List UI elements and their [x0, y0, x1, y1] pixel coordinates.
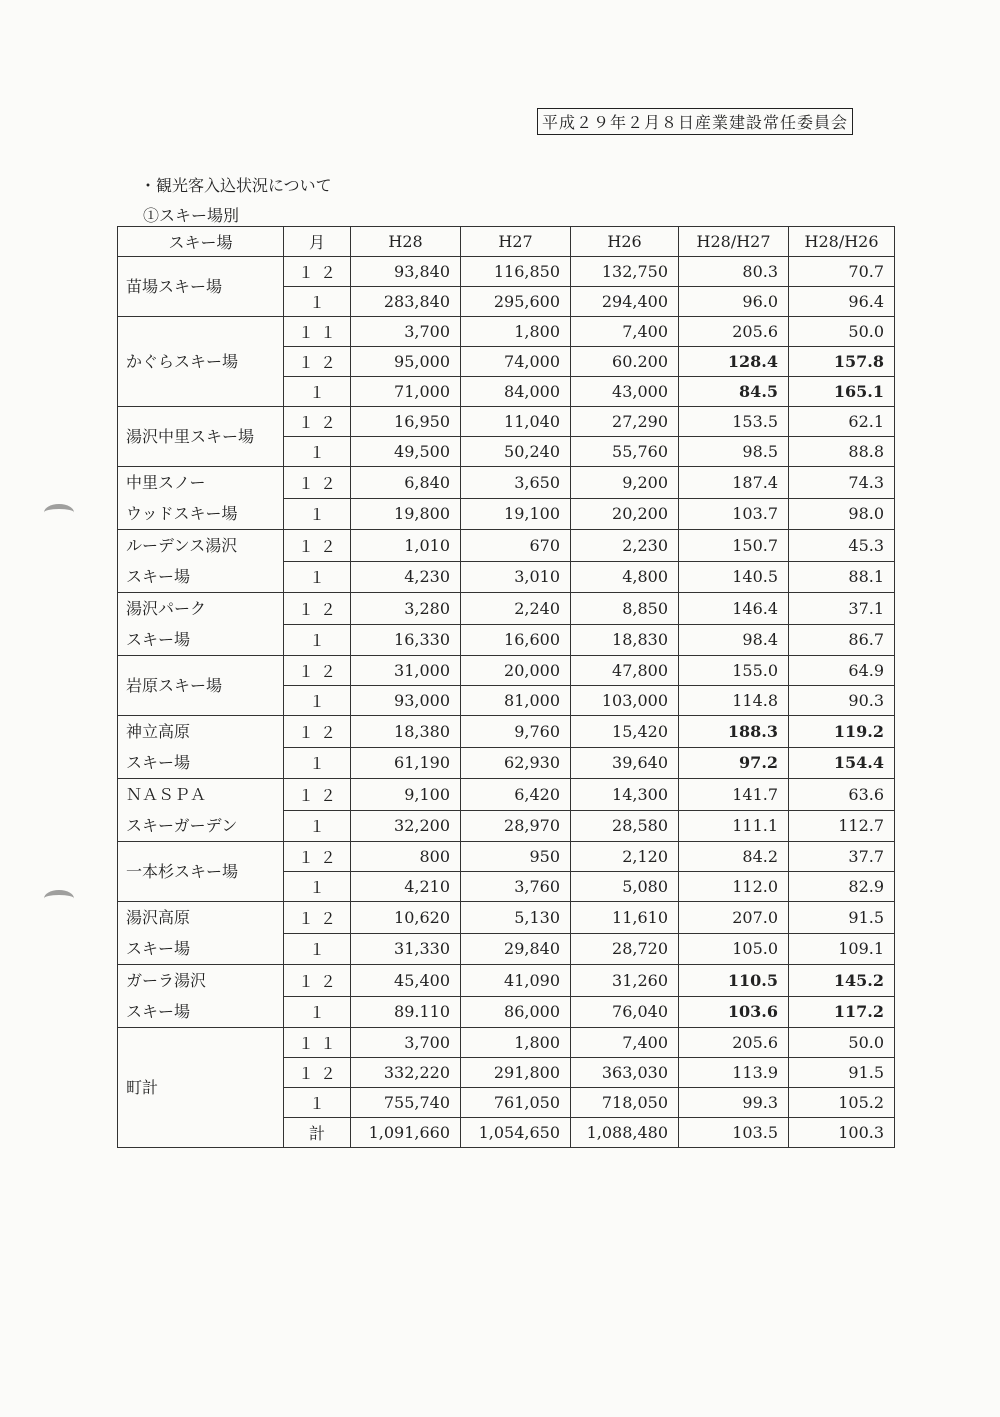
ratio-cell: 50.0: [789, 1028, 895, 1058]
month-cell: １２: [284, 1058, 351, 1088]
table-row: [118, 407, 895, 437]
visitor-count-cell: 1,088,480: [571, 1118, 679, 1148]
column-header: H28/H27: [679, 227, 789, 257]
visitor-count-cell: 363,030: [571, 1058, 679, 1088]
table-row: [118, 257, 895, 287]
visitor-count-cell: 6,420: [461, 779, 571, 811]
month-cell: １: [284, 872, 351, 902]
visitor-count-cell: 9,760: [461, 716, 571, 748]
ratio-cell: 103.7: [679, 498, 789, 530]
resort-name-cell: [118, 530, 284, 593]
ratio-cell: 62.1: [789, 407, 895, 437]
section-heading: ①スキー場別: [143, 206, 240, 225]
punch-hole-mark: [44, 890, 74, 907]
resort-name: 岩原スキー場: [126, 676, 223, 695]
ratio-cell: 103.6: [679, 996, 789, 1028]
ratio-cell: 111.1: [679, 810, 789, 842]
ratio-cell: 145.2: [789, 965, 895, 997]
month-cell: １２: [284, 902, 351, 934]
table-row: [118, 593, 895, 625]
resort-name: ウッドスキー場: [126, 504, 238, 523]
visitor-count-cell: 5,080: [571, 872, 679, 902]
visitor-count-cell: 5,130: [461, 902, 571, 934]
visitor-count-cell: 15,420: [571, 716, 679, 748]
visitor-count-cell: 28,720: [571, 933, 679, 965]
visitor-count-cell: 2,230: [571, 530, 679, 562]
visitor-count-cell: 45,400: [351, 965, 461, 997]
month-cell: １２: [284, 257, 351, 287]
visitor-count-cell: 9,200: [571, 467, 679, 499]
ratio-cell: 50.0: [789, 317, 895, 347]
month-cell: １２: [284, 779, 351, 811]
visitor-count-cell: 20,000: [461, 656, 571, 686]
visitor-count-cell: 19,800: [351, 498, 461, 530]
ratio-cell: 98.5: [679, 437, 789, 467]
ratio-cell: 90.3: [789, 686, 895, 716]
visitor-count-cell: 93,840: [351, 257, 461, 287]
resort-name-cell: [118, 965, 284, 1028]
visitor-count-cell: 39,640: [571, 747, 679, 779]
visitor-count-cell: 47,800: [571, 656, 679, 686]
visitor-count-cell: 93,000: [351, 686, 461, 716]
visitor-count-cell: 11,040: [461, 407, 571, 437]
month-cell: １２: [284, 656, 351, 686]
table-row: [118, 656, 895, 686]
visitor-count-cell: 1,800: [461, 317, 571, 347]
month-cell: １２: [284, 593, 351, 625]
ratio-cell: 63.6: [789, 779, 895, 811]
resort-name: スキー場: [126, 939, 191, 958]
visitor-count-cell: 61,190: [351, 747, 461, 779]
month-cell: １: [284, 996, 351, 1028]
visitor-count-cell: 71,000: [351, 377, 461, 407]
resort-name-cell: [118, 779, 284, 842]
visitor-count-cell: 7,400: [571, 317, 679, 347]
month-cell: １２: [284, 530, 351, 562]
visitor-count-cell: 31,330: [351, 933, 461, 965]
visitor-count-cell: 755,740: [351, 1088, 461, 1118]
resort-name-cell: [118, 1028, 284, 1148]
ratio-cell: 64.9: [789, 656, 895, 686]
ratio-cell: 84.2: [679, 842, 789, 872]
table-body: [118, 257, 895, 1148]
topic-heading: ・観光客入込状況について: [140, 176, 332, 195]
ratio-cell: 207.0: [679, 902, 789, 934]
ratio-cell: 99.3: [679, 1088, 789, 1118]
visitor-count-cell: 295,600: [461, 287, 571, 317]
ratio-cell: 112.0: [679, 872, 789, 902]
ratio-cell: 45.3: [789, 530, 895, 562]
visitor-count-cell: 2,120: [571, 842, 679, 872]
table-row: [118, 902, 895, 934]
column-header: H26: [571, 227, 679, 257]
ratio-cell: 205.6: [679, 317, 789, 347]
visitor-count-cell: 103,000: [571, 686, 679, 716]
table-row: [118, 1028, 895, 1058]
month-cell: １: [284, 624, 351, 656]
ratio-cell: 117.2: [789, 996, 895, 1028]
ratio-cell: 140.5: [679, 561, 789, 593]
column-header: 月: [284, 227, 351, 257]
ratio-cell: 105.0: [679, 933, 789, 965]
resort-name-cell: [118, 467, 284, 530]
month-cell: １２: [284, 467, 351, 499]
table-row: [118, 779, 895, 811]
resort-name-cell: [118, 902, 284, 965]
visitor-count-cell: 31,260: [571, 965, 679, 997]
month-cell: １２: [284, 407, 351, 437]
month-cell: １: [284, 810, 351, 842]
column-header: H27: [461, 227, 571, 257]
ratio-cell: 109.1: [789, 933, 895, 965]
visitor-count-cell: 3,650: [461, 467, 571, 499]
ratio-cell: 96.0: [679, 287, 789, 317]
resort-name: スキーガーデン: [126, 816, 238, 835]
resort-name-cell: [118, 317, 284, 407]
visitor-count-cell: 81,000: [461, 686, 571, 716]
visitor-count-cell: 60.200: [571, 347, 679, 377]
visitor-count-cell: 3,700: [351, 1028, 461, 1058]
ratio-cell: 100.3: [789, 1118, 895, 1148]
visitor-count-cell: 41,090: [461, 965, 571, 997]
visitor-count-cell: 74,000: [461, 347, 571, 377]
ratio-cell: 128.4: [679, 347, 789, 377]
visitor-count-cell: 8,850: [571, 593, 679, 625]
resort-name: 湯沢中里スキー場: [126, 427, 255, 446]
visitor-count-cell: 283,840: [351, 287, 461, 317]
ratio-cell: 37.7: [789, 842, 895, 872]
visitor-count-cell: 27,290: [571, 407, 679, 437]
ratio-cell: 105.2: [789, 1088, 895, 1118]
visitor-count-cell: 6,840: [351, 467, 461, 499]
visitor-count-cell: 32,200: [351, 810, 461, 842]
resort-name: スキー場: [126, 567, 191, 586]
ratio-cell: 119.2: [789, 716, 895, 748]
visitor-count-cell: 20,200: [571, 498, 679, 530]
ratio-cell: 74.3: [789, 467, 895, 499]
ratio-cell: 88.8: [789, 437, 895, 467]
month-cell: １１: [284, 1028, 351, 1058]
month-cell: １: [284, 747, 351, 779]
visitor-count-cell: 1,800: [461, 1028, 571, 1058]
resort-name: 湯沢パーク: [126, 599, 207, 618]
month-cell: １: [284, 287, 351, 317]
visitor-count-cell: 50,240: [461, 437, 571, 467]
ratio-cell: 205.6: [679, 1028, 789, 1058]
visitor-count-cell: 800: [351, 842, 461, 872]
visitor-count-cell: 28,970: [461, 810, 571, 842]
ratio-cell: 96.4: [789, 287, 895, 317]
ratio-cell: 97.2: [679, 747, 789, 779]
column-header: H28/H26: [789, 227, 895, 257]
table-row: [118, 965, 895, 997]
punch-hole-mark: [44, 504, 74, 521]
visitor-count-cell: 4,800: [571, 561, 679, 593]
ratio-cell: 150.7: [679, 530, 789, 562]
visitor-count-cell: 1,010: [351, 530, 461, 562]
visitor-count-cell: 29,840: [461, 933, 571, 965]
visitor-count-cell: 718,050: [571, 1088, 679, 1118]
ratio-cell: 154.4: [789, 747, 895, 779]
visitor-count-cell: 4,230: [351, 561, 461, 593]
table-row: [118, 317, 895, 347]
ratio-cell: 91.5: [789, 1058, 895, 1088]
visitor-count-cell: 3,280: [351, 593, 461, 625]
ratio-cell: 80.3: [679, 257, 789, 287]
visitor-count-cell: 4,210: [351, 872, 461, 902]
ratio-cell: 153.5: [679, 407, 789, 437]
visitor-count-cell: 31,000: [351, 656, 461, 686]
column-header: スキー場: [118, 227, 284, 257]
table-row: [118, 467, 895, 499]
ratio-cell: 187.4: [679, 467, 789, 499]
month-cell: １: [284, 686, 351, 716]
visitor-count-cell: 132,750: [571, 257, 679, 287]
ratio-cell: 188.3: [679, 716, 789, 748]
visitor-count-cell: 1,054,650: [461, 1118, 571, 1148]
month-cell: １: [284, 933, 351, 965]
resort-name: ＮＡＳＰＡ: [126, 785, 207, 804]
meeting-title: 平成２９年２月８日産業建設常任委員会: [537, 108, 853, 135]
resort-name: 湯沢高原: [126, 908, 191, 927]
resort-name-cell: [118, 407, 284, 467]
visitor-count-cell: 761,050: [461, 1088, 571, 1118]
ratio-cell: 84.5: [679, 377, 789, 407]
table-row: [118, 716, 895, 748]
visitor-count-cell: 49,500: [351, 437, 461, 467]
visitor-count-cell: 11,610: [571, 902, 679, 934]
resort-name: スキー場: [126, 1002, 191, 1021]
visitor-count-cell: 16,950: [351, 407, 461, 437]
ratio-cell: 91.5: [789, 902, 895, 934]
column-header: H28: [351, 227, 461, 257]
ratio-cell: 146.4: [679, 593, 789, 625]
ski-resort-visitors-table: [117, 226, 895, 1148]
resort-name-cell: [118, 842, 284, 902]
month-cell: 計: [284, 1118, 351, 1148]
resort-name: ガーラ湯沢: [126, 971, 207, 990]
visitor-count-cell: 3,760: [461, 872, 571, 902]
table-row: [118, 530, 895, 562]
ratio-cell: 114.8: [679, 686, 789, 716]
visitor-count-cell: 7,400: [571, 1028, 679, 1058]
ratio-cell: 141.7: [679, 779, 789, 811]
ratio-cell: 98.0: [789, 498, 895, 530]
visitor-count-cell: 116,850: [461, 257, 571, 287]
month-cell: １２: [284, 716, 351, 748]
resort-name-cell: [118, 656, 284, 716]
month-cell: １２: [284, 965, 351, 997]
visitor-count-cell: 89.110: [351, 996, 461, 1028]
visitor-count-cell: 84,000: [461, 377, 571, 407]
visitor-count-cell: 16,600: [461, 624, 571, 656]
resort-name: スキー場: [126, 630, 191, 649]
resort-name: かぐらスキー場: [126, 352, 239, 371]
visitor-count-cell: 332,220: [351, 1058, 461, 1088]
visitor-count-cell: 86,000: [461, 996, 571, 1028]
table-row: [118, 842, 895, 872]
ratio-cell: 82.9: [789, 872, 895, 902]
visitor-count-cell: 95,000: [351, 347, 461, 377]
ratio-cell: 103.5: [679, 1118, 789, 1148]
ratio-cell: 110.5: [679, 965, 789, 997]
visitor-count-cell: 950: [461, 842, 571, 872]
ratio-cell: 165.1: [789, 377, 895, 407]
resort-name-cell: [118, 716, 284, 779]
month-cell: １２: [284, 842, 351, 872]
month-cell: １: [284, 377, 351, 407]
visitor-count-cell: 670: [461, 530, 571, 562]
month-cell: １: [284, 1088, 351, 1118]
resort-name: 中里スノー: [126, 473, 206, 492]
visitor-count-cell: 18,830: [571, 624, 679, 656]
visitor-count-cell: 3,700: [351, 317, 461, 347]
visitor-count-cell: 1,091,660: [351, 1118, 461, 1148]
ratio-cell: 113.9: [679, 1058, 789, 1088]
resort-name-cell: [118, 257, 284, 317]
resort-name: スキー場: [126, 753, 191, 772]
visitor-count-cell: 10,620: [351, 902, 461, 934]
visitor-count-cell: 76,040: [571, 996, 679, 1028]
visitor-count-cell: 43,000: [571, 377, 679, 407]
visitor-count-cell: 14,300: [571, 779, 679, 811]
month-cell: １１: [284, 317, 351, 347]
visitor-count-cell: 291,800: [461, 1058, 571, 1088]
month-cell: １２: [284, 347, 351, 377]
visitor-count-cell: 2,240: [461, 593, 571, 625]
ratio-cell: 98.4: [679, 624, 789, 656]
ratio-cell: 88.1: [789, 561, 895, 593]
month-cell: １: [284, 561, 351, 593]
visitor-count-cell: 3,010: [461, 561, 571, 593]
ratio-cell: 157.8: [789, 347, 895, 377]
table-header-row: [118, 227, 895, 257]
ratio-cell: 155.0: [679, 656, 789, 686]
resort-name: ルーデンス湯沢: [126, 536, 238, 555]
month-cell: １: [284, 437, 351, 467]
ratio-cell: 70.7: [789, 257, 895, 287]
visitor-count-cell: 62,930: [461, 747, 571, 779]
visitor-count-cell: 16,330: [351, 624, 461, 656]
visitor-count-cell: 19,100: [461, 498, 571, 530]
resort-name: 苗場スキー場: [126, 277, 223, 296]
month-cell: １: [284, 498, 351, 530]
visitor-count-cell: 28,580: [571, 810, 679, 842]
visitor-count-cell: 9,100: [351, 779, 461, 811]
ratio-cell: 37.1: [789, 593, 895, 625]
visitor-count-cell: 294,400: [571, 287, 679, 317]
resort-name: 神立高原: [126, 722, 191, 741]
resort-name: 町計: [126, 1078, 159, 1097]
resort-name-cell: [118, 593, 284, 656]
visitor-count-cell: 55,760: [571, 437, 679, 467]
ratio-cell: 112.7: [789, 810, 895, 842]
visitor-count-cell: 18,380: [351, 716, 461, 748]
ratio-cell: 86.7: [789, 624, 895, 656]
resort-name: 一本杉スキー場: [126, 862, 239, 881]
